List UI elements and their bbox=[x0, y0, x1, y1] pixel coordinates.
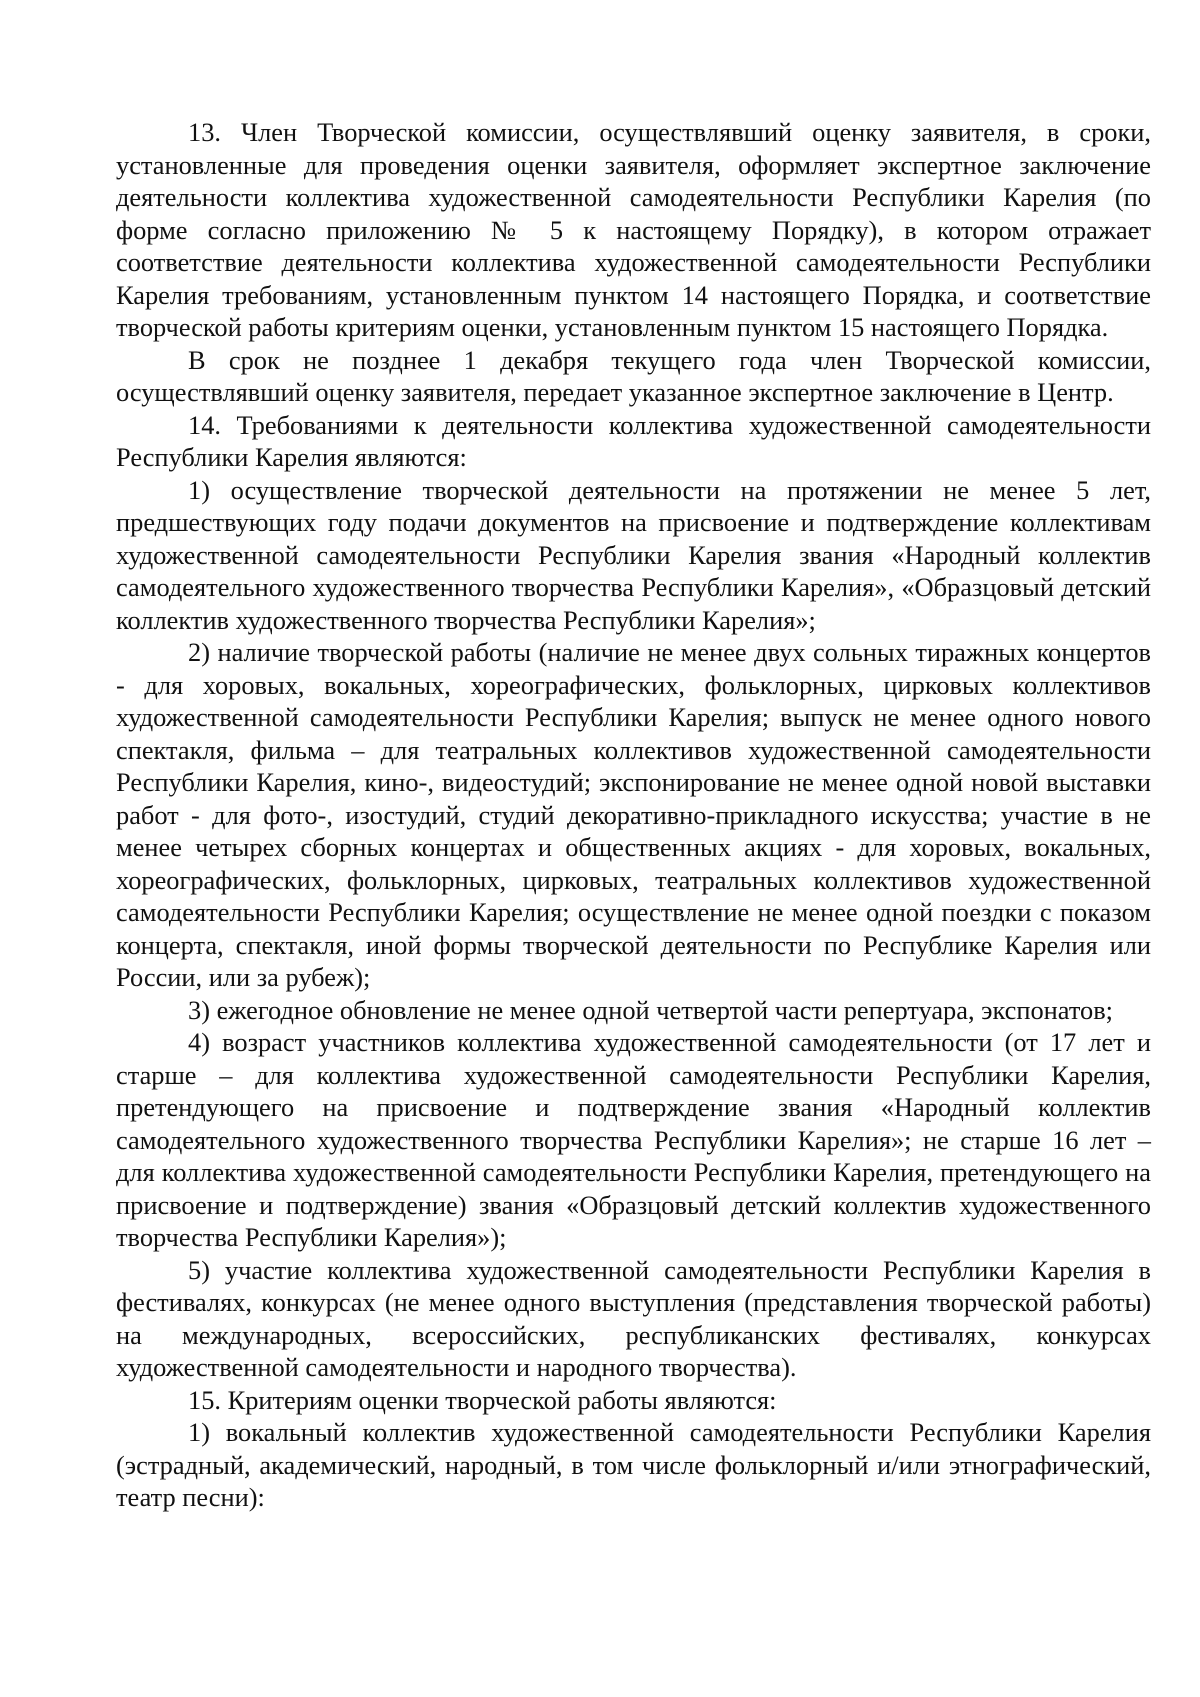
paragraph-15: 15. Критериям оценки творческой работы являются: bbox=[188, 1384, 777, 1415]
list-item-14-1: 1) осуществление творческой деятельности на протяжении не менее 5 лет, предшествующих году подачи документов на присвоение и подтверждение коллективам художественной самодеятельности Республики Карелия звания «Народный коллектив самодеятельного художественного творчества Республики Карелия», «Образцовый детский коллектив художественного творчества Республики Карелия»; bbox=[116, 474, 1151, 635]
list-item-14-3: 3) ежегодное обновление не менее одной четвертой части репертуара, экспонатов; bbox=[188, 994, 1113, 1025]
paragraph-13: 13. Член Творческой комиссии, осуществлявший оценку заявителя, в сроки, установленные для проведения оценки заявителя, оформляет экспертное заключение деятельности коллектива художественной самодеятельности Республики Карелия (по форме согласно приложению № 5 к настоящему Порядку), в котором отражает соответствие деятельности коллектива художественной самодеятельности Республики Карелия требованиям, установленным пунктом 14 настоящего Порядка, и соответствие творческой работы критериям оценки, установленным пунктом 15 настоящего Порядка. bbox=[116, 117, 1151, 342]
list-item-15-1: 1) вокальный коллектив художественной самодеятельности Республики Карелия (эстрадный, академический, народный, в том числе фольклорный и/или этнографический, театр песни): bbox=[116, 1417, 1151, 1512]
paragraph-14: 14. Требованиями к деятельности коллектива художественной самодеятельности Республики Карелия являются: bbox=[116, 409, 1151, 472]
paragraph-deadline: В срок не позднее 1 декабря текущего года член Творческой комиссии, осуществлявший оценку заявителя, передает указанное экспертное заключение в Центр. bbox=[116, 344, 1151, 407]
list-item-14-5: 5) участие коллектива художественной самодеятельности Республики Карелия в фестивалях, конкурсах (не менее одного выступления (представления творческой работы) на международных, всероссийских, республиканских фестивалях, конкурсах художественной самодеятельности и народного творчества). bbox=[116, 1254, 1151, 1382]
list-item-14-2: 2) наличие творческой работы (наличие не менее двух сольных тиражных концертов - для хоровых, вокальных, хореографических, фольклорных, цирковых коллективов художественной самодеятельности Республики Карелия; выпуск не менее одного нового спектакля, фильма – для театральных коллективов художественной самодеятельности Республики Карелия, кино-, видеостудий; экспонирование не менее одной новой выставки работ - для фото-, изостудий, студий декоративно-прикладного искусства; участие в не менее четырех сборных концертах и общественных акциях - для хоровых, вокальных, хореографических, фольклорных, цирковых, театральных коллективов художественной самодеятельности Республики Карелия; осуществление не менее одной поездки с показом концерта, спектакля, иной формы творческой деятельности по Республике Карелия или России, или за рубеж); bbox=[116, 637, 1151, 992]
list-item-14-4: 4) возраст участников коллектива художественной самодеятельности (от 17 лет и старше – для коллектива художественной самодеятельности Республики Карелия, претендующего на присвоение и подтверждение звания «Народный коллектив самодеятельного художественного творчества Республики Карелия»; не старше 16 лет – для коллектива художественной самодеятельности Республики Карелия, претендующего на присвоение и подтверждение) звания «Образцовый детский коллектив художественного творчества Республики Карелия»); bbox=[116, 1027, 1151, 1252]
document-page bbox=[116, 116, 1151, 1514]
